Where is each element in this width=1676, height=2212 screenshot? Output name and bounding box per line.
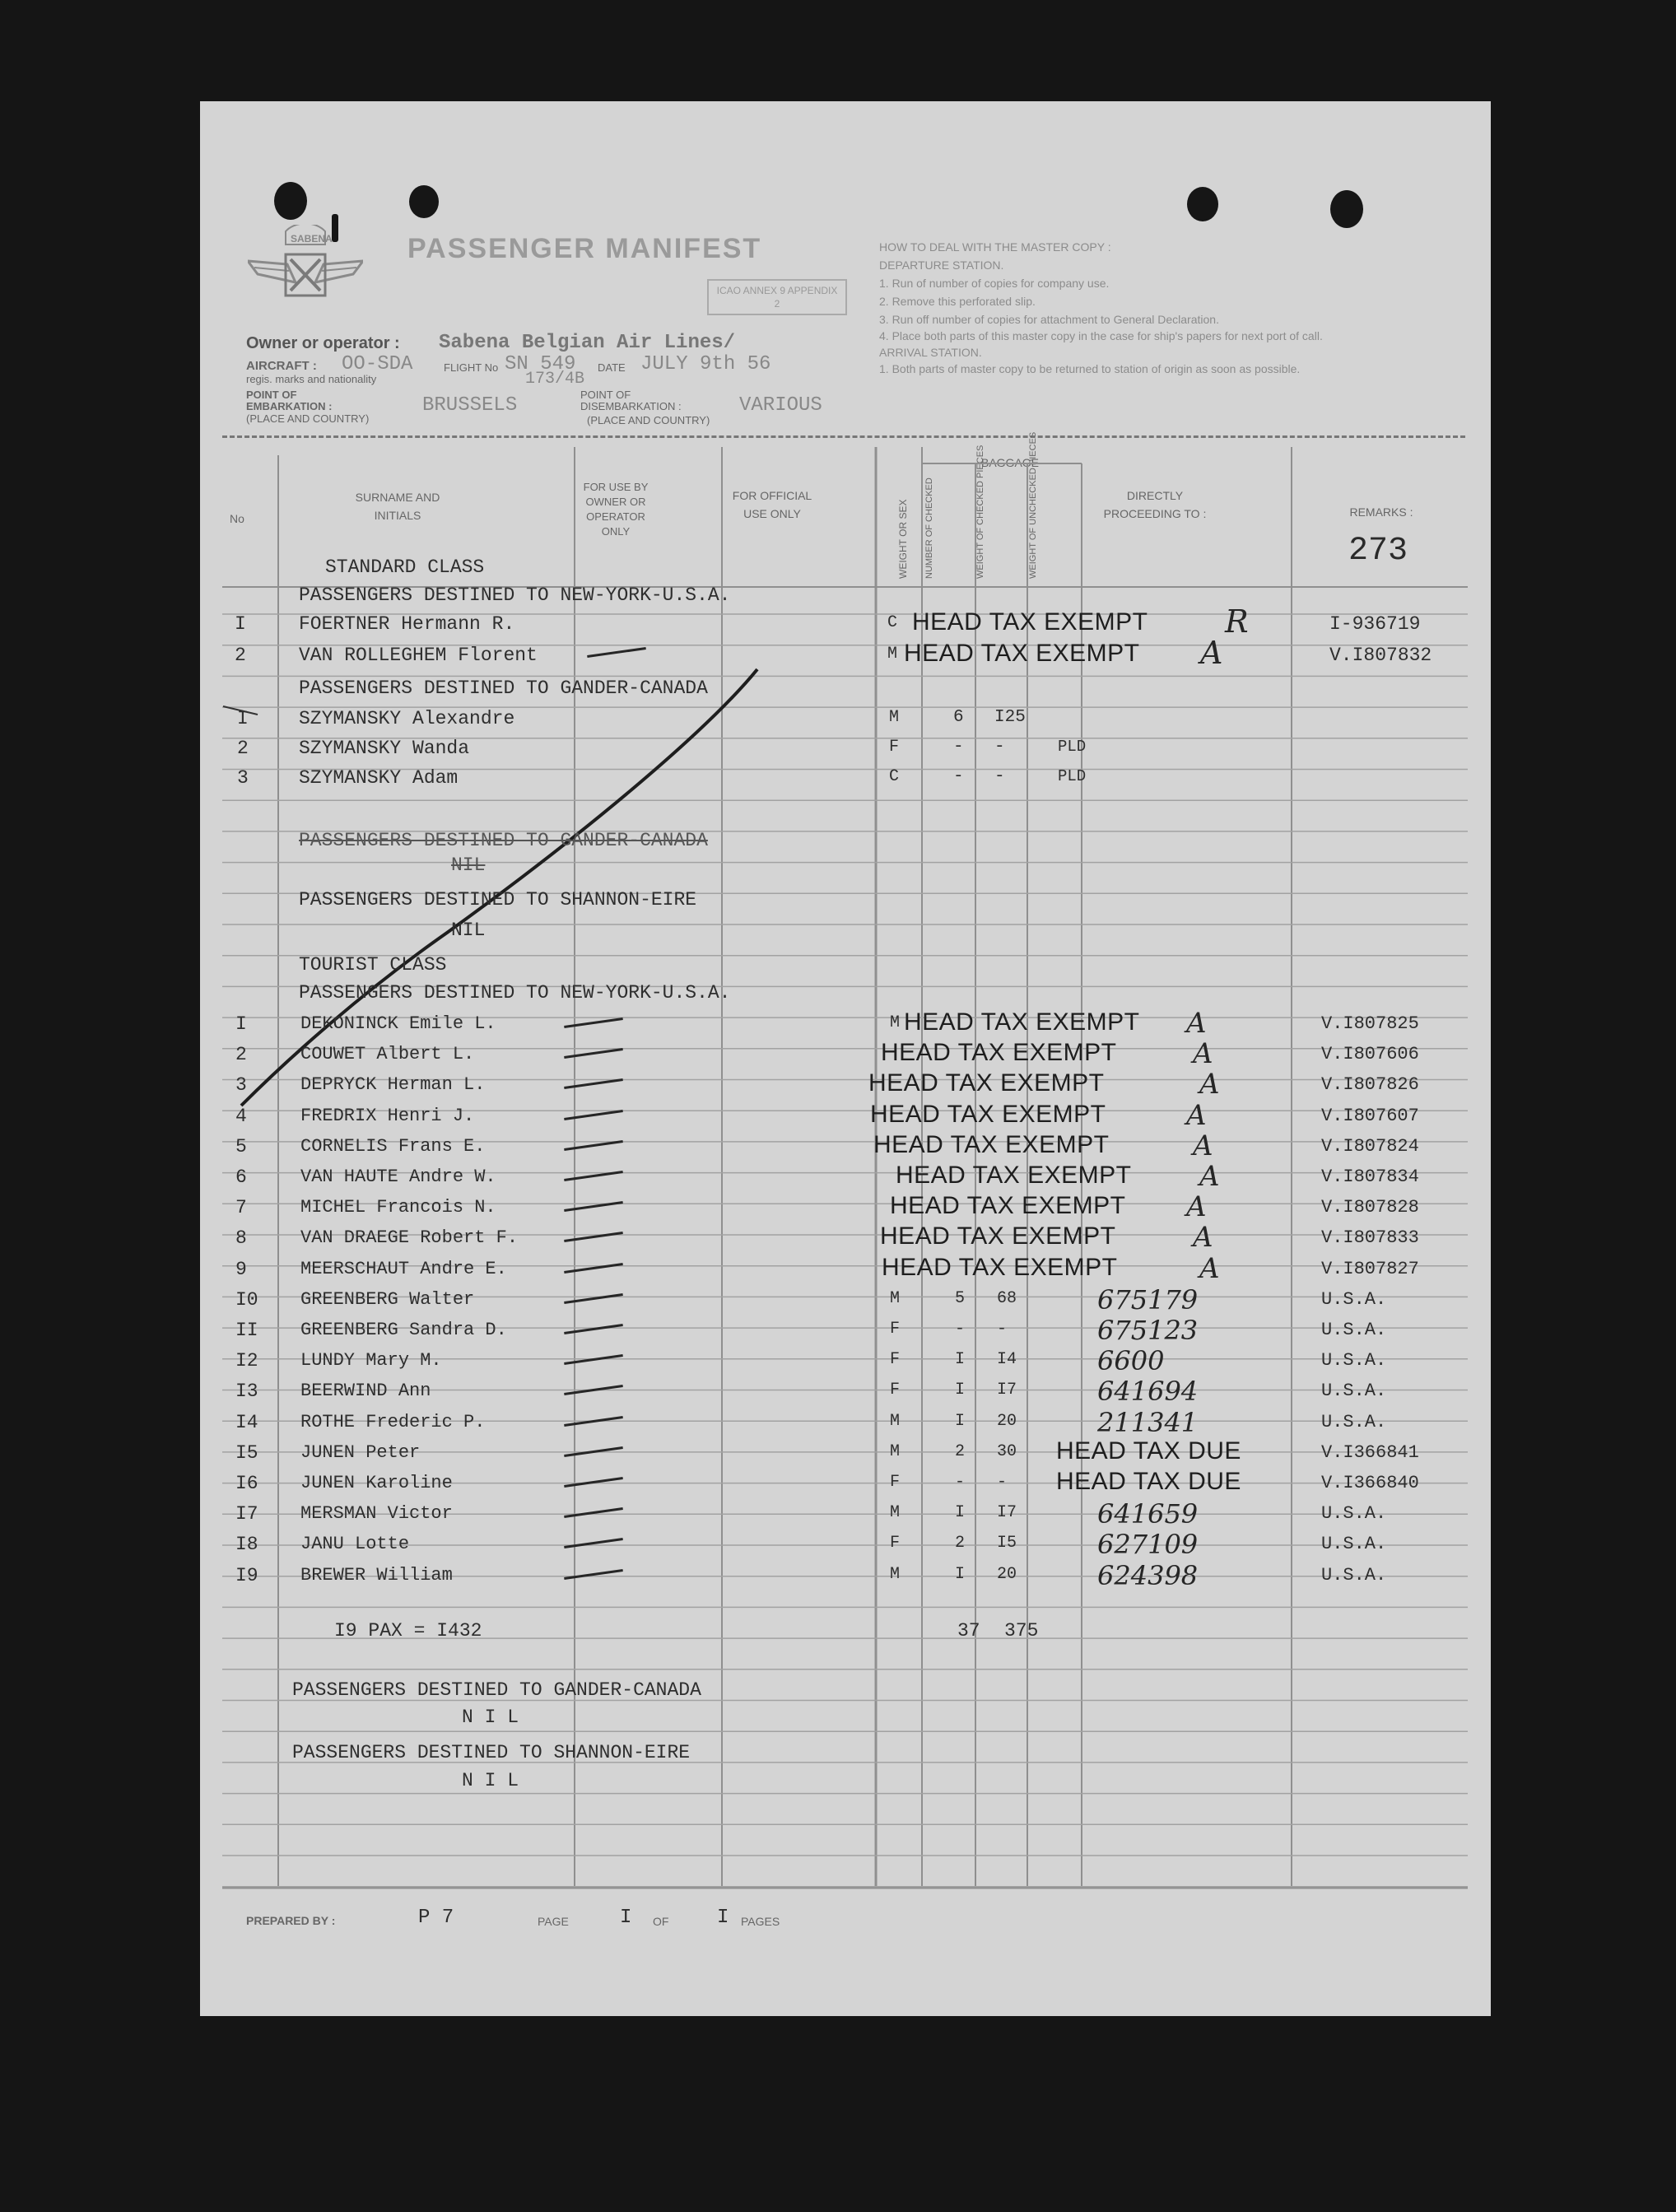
remarks-value: V.I807828: [1321, 1197, 1419, 1218]
pages-label: PAGES: [741, 1915, 780, 1928]
remarks-value: V.I807827: [1321, 1258, 1419, 1279]
remarks-value: I-936719: [1329, 613, 1421, 635]
strike-through-line: [241, 669, 757, 1106]
baggage-weight: -: [997, 1320, 1008, 1339]
manifest-sheet: [200, 101, 1491, 2016]
remarks-value: V.I807824: [1321, 1135, 1419, 1157]
passenger-name: CORNELIS Frans E.: [300, 1135, 486, 1157]
head-tax-stamp: HEAD TAX DUE: [1056, 1437, 1241, 1465]
baggage-pieces: I: [955, 1411, 966, 1431]
remarks-value: V.I807825: [1321, 1013, 1419, 1034]
initial-mark: A: [1200, 635, 1223, 671]
initial-mark: A: [1186, 1007, 1207, 1040]
prepared-by-value: P 7: [418, 1907, 454, 1929]
passenger-name: VAN HAUTE Andre W.: [300, 1167, 496, 1187]
manifest-title: PASSENGER MANIFEST: [407, 233, 762, 264]
row-number: 7: [235, 1197, 247, 1219]
remarks-value: V.I807834: [1321, 1167, 1419, 1187]
section-tourist-gander: PASSENGERS DESTINED TO GANDER-CANADA: [292, 1679, 701, 1701]
initial-mark: A: [1193, 1129, 1213, 1162]
remarks-value: U.S.A.: [1321, 1503, 1387, 1525]
col-header-baggage: BAGGAGE: [980, 456, 1040, 469]
baggage-pieces: 2: [955, 1534, 966, 1553]
remarks-value: U.S.A.: [1321, 1534, 1387, 1555]
row-number: II: [235, 1320, 258, 1341]
row-number: 3: [237, 767, 249, 789]
remarks-value: V.I366840: [1321, 1473, 1419, 1493]
baggage-pieces: 2: [955, 1441, 966, 1461]
head-tax-stamp: HEAD TAX EXEMPT: [904, 1008, 1140, 1036]
row-number: 8: [235, 1227, 247, 1250]
total-weight: 375: [1004, 1620, 1039, 1642]
passenger-name: JUNEN Karoline: [300, 1473, 453, 1493]
row-number: I: [237, 708, 249, 729]
initial-mark: A: [1199, 1068, 1220, 1101]
section-standard-shannon: PASSENGERS DESTINED TO SHANNON-EIRE: [299, 889, 697, 910]
passenger-sex: M: [890, 1503, 901, 1523]
baggage-weight: -: [994, 767, 1005, 786]
passenger-name: SZYMANSKY Wanda: [299, 738, 470, 759]
of-label: OF: [653, 1915, 669, 1928]
baggage-pieces: 6: [953, 708, 964, 727]
passenger-name: COUWET Albert L.: [300, 1044, 475, 1065]
row-number: 2: [237, 738, 249, 759]
row-number: 9: [235, 1258, 247, 1280]
flight-label: FLIGHT No: [444, 361, 499, 374]
head-tax-stamp: HEAD TAX EXEMPT: [870, 1100, 1106, 1128]
head-tax-stamp: HEAD TAX EXEMPT: [896, 1162, 1132, 1189]
remarks-value: V.I807833: [1321, 1227, 1419, 1249]
passenger-name: GREENBERG Walter: [300, 1288, 475, 1310]
baggage-weight: 30: [997, 1441, 1017, 1461]
baggage-weight: 68: [997, 1288, 1017, 1308]
head-tax-stamp: HEAD TAX EXEMPT: [890, 1192, 1126, 1220]
col-header-sex: WEIGHT OR SEX: [897, 499, 909, 579]
passenger-name: MEERSCHAUT Andre E.: [300, 1258, 507, 1279]
baggage-pieces: I: [955, 1381, 966, 1400]
row-number: 6: [235, 1167, 247, 1188]
remarks-value: U.S.A.: [1321, 1350, 1387, 1371]
flight-value: SN 549: [505, 353, 576, 375]
row-number: 2: [235, 1044, 247, 1066]
handwritten-number: 675123: [1097, 1315, 1199, 1346]
handwritten-number: 641694: [1097, 1376, 1199, 1408]
baggage-weight: 20: [997, 1411, 1017, 1431]
col-header-remarks: REMARKS :: [1349, 505, 1413, 519]
instruction-line: ARRIVAL STATION.: [879, 346, 982, 359]
passenger-sex: M: [890, 1441, 901, 1461]
passenger-name: JUNEN Peter: [300, 1441, 421, 1463]
instruction-line: 4. Place both parts of this master copy in the case for ship's papers for next port of call.: [879, 329, 1323, 342]
disembarkation-sub-label: (PLACE AND COUNTRY): [587, 414, 710, 426]
head-tax-stamp: HEAD TAX EXEMPT: [904, 640, 1140, 667]
passenger-name: VAN ROLLEGHEM Florent: [299, 645, 538, 666]
row-number: 3: [235, 1074, 247, 1097]
passenger-sex: F: [890, 1534, 901, 1553]
row-number: 2: [235, 645, 246, 666]
total-pieces: 37: [957, 1620, 980, 1642]
embarkation-label: POINT OF EMBARKATION :: [246, 389, 333, 412]
row-number: 4: [235, 1105, 247, 1127]
remarks-value: V.I807832: [1329, 645, 1432, 666]
passenger-sex: F: [889, 738, 900, 757]
page-value: I: [620, 1907, 632, 1929]
initial-mark: A: [1193, 1037, 1213, 1071]
passenger-sex: F: [890, 1473, 901, 1492]
passenger-sex: M: [887, 645, 898, 664]
logo-text: SABENA: [291, 233, 333, 244]
section-tourist-shannon: PASSENGERS DESTINED TO SHANNON-EIRE: [292, 1742, 691, 1763]
passenger-sex: M: [889, 708, 900, 727]
baggage-weight: I25: [994, 708, 1026, 727]
owner-label: Owner or operator :: [246, 334, 400, 352]
passenger-name: MICHEL Francois N.: [300, 1197, 496, 1218]
page-number-stamp: 273: [1348, 533, 1408, 570]
flight-value-2: 173/4B: [525, 370, 585, 389]
disembarkation-value: VARIOUS: [739, 394, 822, 417]
instruction-line: 1. Run of number of copies for company use.: [879, 277, 1110, 290]
baggage-pieces: 5: [955, 1288, 966, 1308]
head-tax-stamp: HEAD TAX EXEMPT: [880, 1222, 1116, 1250]
head-tax-stamp: HEAD TAX EXEMPT: [881, 1039, 1117, 1067]
col-header-owner-use: FOR USE BY OWNER OR OPERATOR ONLY: [583, 481, 649, 538]
handwritten-number: 624398: [1097, 1559, 1199, 1591]
baggage-pieces: -: [953, 767, 964, 786]
head-tax-stamp: HEAD TAX EXEMPT: [912, 608, 1148, 636]
instruction-line: DEPARTURE STATION.: [879, 258, 1004, 272]
handwritten-number: 6600: [1097, 1345, 1165, 1377]
instruction-line: 2. Remove this perforated slip.: [879, 295, 1036, 308]
row-number: I5: [235, 1441, 258, 1464]
col-header-proceeding: DIRECTLY PROCEEDING TO :: [1103, 489, 1207, 520]
handwritten-number: 211341: [1097, 1406, 1199, 1438]
row-number: I6: [235, 1473, 258, 1494]
passenger-name: ROTHE Frederic P.: [300, 1411, 486, 1432]
prepared-by-label: PREPARED BY :: [246, 1914, 336, 1927]
baggage-weight: -: [994, 738, 1005, 757]
row-number: I7: [235, 1503, 258, 1525]
passenger-sex: M: [890, 1411, 901, 1431]
passenger-sex: C: [889, 767, 900, 786]
embarkation-sub-label: (PLACE AND COUNTRY): [246, 412, 370, 425]
owner-value: Sabena Belgian Air Lines/: [439, 332, 736, 354]
passenger-name: FREDRIX Henri J.: [300, 1105, 475, 1126]
col-header-surname: SURNAME AND INITIALS: [355, 491, 440, 522]
section-struck: PASSENGERS DESTINED TO GANDER-CANADA: [299, 830, 708, 851]
page-label: PAGE: [538, 1915, 569, 1928]
aircraft-value: OO-SDA: [342, 353, 413, 375]
head-tax-stamp: HEAD TAX EXEMPT: [873, 1130, 1110, 1158]
aircraft-label: AIRCRAFT :: [246, 359, 317, 373]
head-tax-stamp: HEAD TAX DUE: [1056, 1468, 1241, 1495]
unchecked-weight: PLD: [1058, 738, 1087, 756]
remarks-value: U.S.A.: [1321, 1381, 1387, 1402]
initial-mark: A: [1186, 1190, 1207, 1224]
passenger-sex: M: [890, 1288, 901, 1308]
passenger-name: LUNDY Mary M.: [300, 1350, 442, 1371]
row-number: I: [235, 1013, 247, 1035]
col-header-weight-checked: WEIGHT OF CHECKED PIECES: [975, 445, 985, 579]
section-nil-3: N I L: [462, 1770, 519, 1791]
passenger-name: FOERTNER Hermann R.: [299, 613, 515, 635]
row-number: I9: [235, 1564, 258, 1586]
handwritten-number: 627109: [1097, 1529, 1199, 1561]
instruction-line: 1. Both parts of master copy to be returned to station of origin as soon as possible.: [879, 362, 1301, 375]
col-header-official-use: FOR OFFICIAL USE ONLY: [732, 489, 812, 520]
unchecked-weight: PLD: [1058, 767, 1087, 785]
handwritten-number: 641659: [1097, 1498, 1199, 1530]
passenger-name: BREWER William: [300, 1564, 453, 1586]
head-tax-stamp: HEAD TAX EXEMPT: [882, 1253, 1118, 1281]
row-number: I8: [235, 1534, 258, 1556]
date-value: JULY 9th 56: [640, 353, 771, 375]
passenger-name: BEERWIND Ann: [300, 1381, 431, 1402]
row-number: I2: [235, 1350, 258, 1372]
instruction-line: HOW TO DEAL WITH THE MASTER COPY :: [879, 240, 1111, 254]
passenger-sex: M: [890, 1564, 901, 1584]
passenger-sex: F: [890, 1320, 901, 1339]
remarks-value: V.I807826: [1321, 1074, 1419, 1096]
remarks-value: V.I366841: [1321, 1441, 1419, 1463]
section-struck-nil: NIL: [451, 855, 486, 876]
baggage-weight: I7: [997, 1381, 1017, 1400]
baggage-pieces: I: [955, 1564, 966, 1584]
initial-mark: A: [1199, 1251, 1220, 1285]
remarks-value: V.I807607: [1321, 1105, 1419, 1126]
passenger-sex: M: [890, 1013, 901, 1032]
baggage-weight: -: [997, 1473, 1008, 1492]
col-header-no: No: [230, 512, 244, 525]
passenger-sex: F: [890, 1350, 901, 1370]
initial-mark: A: [1199, 1160, 1220, 1193]
remarks-value: V.I807606: [1321, 1044, 1419, 1065]
section-standard-ny: PASSENGERS DESTINED TO NEW-YORK-U.S.A.: [299, 584, 731, 606]
disembarkation-label: POINT OF DISEMBARKATION :: [580, 389, 682, 412]
row-number: I: [235, 613, 246, 635]
row-number: I4: [235, 1411, 258, 1433]
baggage-weight: 20: [997, 1564, 1017, 1584]
baggage-weight: I7: [997, 1503, 1017, 1523]
row-number: I3: [235, 1381, 258, 1403]
embarkation-value: BRUSSELS: [422, 394, 518, 417]
col-header-num-checked: NUMBER OF CHECKED: [924, 477, 934, 579]
col-header-weight-unchecked: WEIGHT OF UNCHECKED PIECES: [1028, 431, 1038, 579]
section-tourist-ny: PASSENGERS DESTINED TO NEW-YORK-U.S.A.: [299, 982, 731, 1004]
section-nil-1: NIL: [451, 920, 486, 941]
baggage-pieces: -: [953, 738, 964, 757]
section-nil-2: N I L: [462, 1707, 519, 1728]
remarks-value: U.S.A.: [1321, 1411, 1387, 1432]
initial-mark: R: [1225, 603, 1249, 640]
date-label: DATE: [598, 361, 626, 374]
passenger-name: DEKONINCK Emile L.: [300, 1013, 496, 1034]
passenger-name: SZYMANSKY Alexandre: [299, 708, 515, 729]
head-tax-stamp: HEAD TAX EXEMPT: [868, 1069, 1105, 1097]
passenger-name: JANU Lotte: [300, 1534, 410, 1555]
handwritten-number: 675179: [1097, 1283, 1199, 1316]
baggage-weight: I4: [997, 1350, 1017, 1370]
passenger-name: DEPRYCK Herman L.: [300, 1074, 486, 1096]
passenger-sex: F: [890, 1381, 901, 1400]
baggage-weight: I5: [997, 1534, 1017, 1553]
initial-mark: A: [1186, 1098, 1207, 1132]
remarks-value: U.S.A.: [1321, 1320, 1387, 1340]
section-tourist-class: TOURIST CLASS: [299, 954, 447, 976]
passenger-name: GREENBERG Sandra D.: [300, 1320, 507, 1340]
passenger-name: VAN DRAEGE Robert F.: [300, 1227, 519, 1249]
baggage-pieces: -: [955, 1320, 966, 1339]
baggage-pieces: -: [955, 1473, 966, 1492]
initial-mark: A: [1193, 1221, 1213, 1255]
remarks-value: U.S.A.: [1321, 1564, 1387, 1586]
row-number: 5: [235, 1135, 247, 1157]
row-number: I0: [235, 1288, 258, 1311]
instruction-line: 3. Run off number of copies for attachment to General Declaration.: [879, 313, 1219, 326]
aircraft-sub-label: regis. marks and nationality: [246, 373, 377, 385]
section-standard-class: STANDARD CLASS: [325, 556, 485, 578]
baggage-pieces: I: [955, 1503, 966, 1523]
of-value: I: [717, 1907, 729, 1929]
remarks-value: U.S.A.: [1321, 1288, 1387, 1310]
passenger-sex: C: [887, 613, 898, 632]
baggage-pieces: I: [955, 1350, 966, 1370]
total-passengers: I9 PAX = I432: [334, 1620, 482, 1642]
section-standard-gander: PASSENGERS DESTINED TO GANDER-CANADA: [299, 678, 708, 699]
passenger-name: SZYMANSKY Adam: [299, 767, 459, 789]
annex-stamp: ICAO ANNEX 9 APPENDIX 2: [707, 279, 847, 315]
passenger-name: MERSMAN Victor: [300, 1503, 453, 1525]
